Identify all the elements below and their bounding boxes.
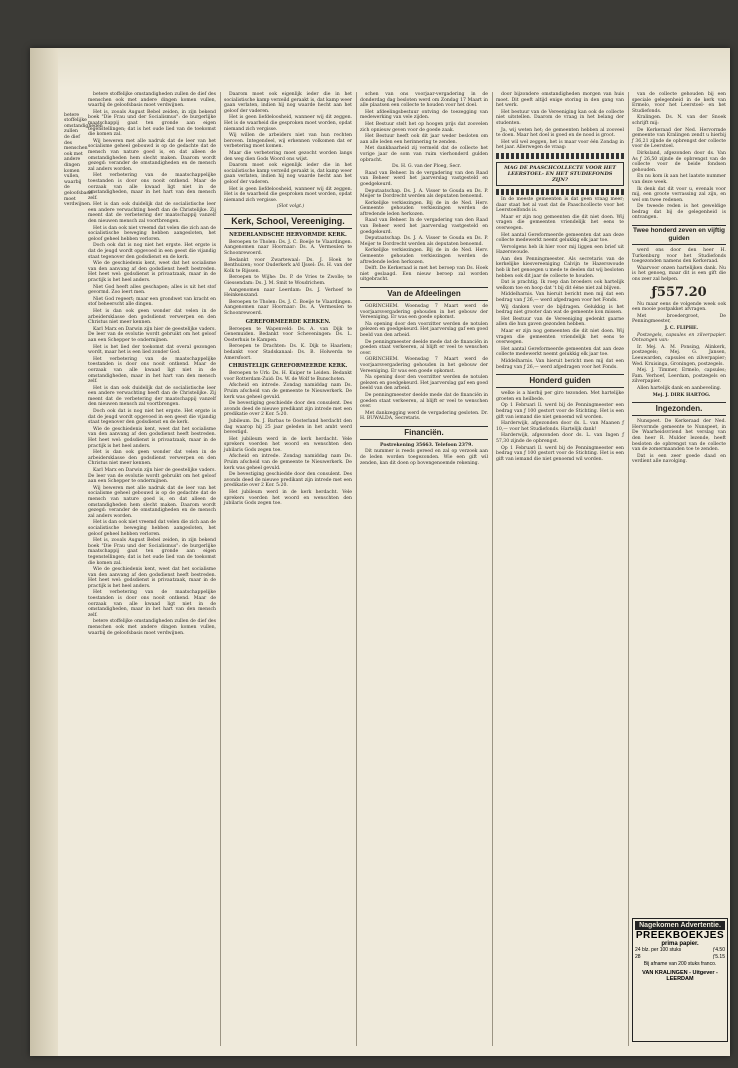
paragraph: Het wil wel zeggen, het is maar voor één Zondag in het jaar. Allerwegen de vraag: — [496, 139, 624, 151]
paragraph: Op 1 Februari ll. werd bij de Penningmeester een bedrag van ƒ 100 gestort voor de Stichting. Het is een gift van iemand die niet genoemd wil worden. — [496, 445, 624, 462]
paragraph: Maar er zijn nog gemeenten die dit niet doen. Wij vragen die gemeenten vriendelijk het eens te overwegen. — [496, 329, 624, 346]
paragraph: van de collecte gehouden bij een speciale gelegenheid in de kerk van Ermelo, voor het Leerstoel- en het Studiefonds. — [632, 92, 726, 114]
paragraph: schen van ons voorjaar-vergadering in de donderdag dag besloten werd om Zondag 17 Maart in alle plaatsen een collecte te houden voor het doel. — [360, 92, 488, 109]
ad-price-value: ƒ5.15 — [712, 954, 725, 960]
paragraph: Beroepen te Drachten: Ds. K. Dijk te Haarlem; bedankt voor Stadskanaal: Ds. B. Holwerda te Amersfoort. — [224, 344, 352, 361]
paragraph: GORINCHEM. Woensdag 7 Maart werd de voorjaarsvergadering gehouden in het gebouw der Vereeniging. Er was een goede opkomst. — [360, 304, 488, 321]
paragraph: Het verbetering van de maatschappelijke toestanden is door ons nooit ontkend. Maar de oorzaak van alle kwaad ligt niet in de omstandigheden, maar in het hart van den mensch zelf. — [88, 590, 216, 618]
column-rule — [356, 92, 357, 1046]
paragraph: Jubileum. Ds. J. Barbas te Oosterland herdacht den dag waarop hij 25 jaar geleden in het ambt werd bevestigd. — [224, 418, 352, 436]
paragraph: Het jubileum werd in de kerk herdacht. Vele sprekers voerden het woord en wenschten den jubilaris Gods zegen toe. — [224, 436, 352, 453]
paragraph: Het jubileum werd in de kerk herdacht. Vele sprekers voerden het woord en wenschten den jubilaris Gods zegen toe. — [224, 490, 352, 507]
paragraph: Het is dan ook niet vreemd dat velen die zich aan de socialistische beweging hebben aangesloten, het geloof geheel hebben verloren. — [88, 225, 216, 242]
newspaper-page — [30, 48, 730, 1056]
paragraph: betere stoffelijke omstandigheden zullen de dief des menschen ook met andere dingen komen vullen, waarbij de geloofsbasis moet verdwijnen. — [88, 619, 216, 636]
paragraph: Karl Marx en Darwin zijn hier de geestelijke vaders. De leer van de evolutie wordt gebruikt om het geloof aan een Schepper te ondermijnen. — [88, 326, 216, 343]
section-heading-honderd: Honderd guiden — [496, 374, 624, 388]
paragraph: Ir. Mej. A. M. Ponsing, Alinkerk, postzegels; Mej. G. Jansen, Leeuwarden, capsules en zilverpapier; Wed. Kruisinga, Groningen, postzegels. — [632, 344, 726, 367]
paragraph: Het afdeelingsbestuur ontving de toezegging van medewerking van vele zijden. — [360, 109, 488, 121]
paragraph: De bevestiging geschiedde door den consulent. Des avonds deed de nieuwe predikant zijn intrede met een predikatie over 2 Kor. 5:20. — [224, 401, 352, 418]
subheading-nh: NEDERLANDSCHE HERVORMDE KERK. — [229, 231, 347, 238]
paragraph: werd ons door den heer H. Turkenburg voor het Studiefonds toegezonden namens den Kerkeraad. — [632, 248, 726, 265]
subheading-cgk: CHRISTELIJK GEREFORMEERDE KERK. — [228, 363, 348, 370]
signature: Ds. H. G. van der Ploeg, Secr. — [392, 164, 461, 170]
paragraph: Het is, zooals August Bebel zeiden, in zijn bekend boek "Die Frau und der Socialismus": de burgerlijke maatschappij gaat ten gronde aan eigen tegenstellingen; dat is het oude lied van de toekomst die komen zal. — [88, 109, 216, 138]
paragraph: betere stoffelijke omstandigheden zullen de dief des menschen ook met andere dingen komen vullen, waarbij de geloofsbasis moet verdwijnen. — [88, 92, 216, 109]
section-heading-kerk: Kerk, School, Vereeniging. — [224, 214, 352, 229]
paragraph: Deputaatschap. Ds. J. A. Visser te Gouda en Ds. P. Meijer te Dordrecht werden als deputaten benoemd. — [360, 236, 488, 247]
paragraph: Het bestuur van de Vereeniging kan ook de collecte niet uitstellen. Daarom de vraag in het belang der studenten. — [496, 109, 624, 126]
paragraph: Afscheid en intrede. Zondag namiddag nam Ds. Pruim afscheid van de gemeente te Nieuwerkerk. De kerk was geheel gevuld. — [224, 383, 352, 400]
paragraph: De penningmeester deelde mede dat de financiën in goeden staat verkeeren, al blijft er veel te wenschen over. — [360, 392, 488, 410]
ad-subtitle: prima papier. — [661, 941, 699, 947]
paragraph: Beroepen te Wapenveld: Ds. A. van Dijk te Genemuiden. Bedankt voor Scheveningen: Ds. L. Oosterhuis te Kampen. — [224, 326, 352, 343]
paragraph: Het is dan ook duidelijk dat de socialistische leer een andere verwachting heeft dan de Christelijke. Zij meent dat de verbetering der maatschappij vanzelf den nieuwen mensch zal voortbrengen. — [88, 385, 216, 408]
paragraph: Met broedergroet, De Penningmeester, — [632, 313, 726, 325]
paragraph: Het is dan ook niet vreemd dat velen die zich aan de socialistische beweging hebben aangesloten, het geloof geheel hebben verloren. — [88, 520, 216, 537]
section-heading-afdeelingen: Van de Afdeelingen — [360, 287, 488, 301]
paragraph: Daarom moet ook eigenlijk ieder die in het socialistische kamp verzeild geraakt is, dat kamp weer gaan verlaten, indien hij nog waarde hecht aan het geloof der vaderen. — [224, 92, 352, 114]
paragraph: Na opening door den voorzitter werden de notulen gelezen en goedgekeurd. Het jaarverslag gaf een goed beeld van den arbeid. — [360, 321, 488, 338]
paragraph: Het is geen liefdeloosheid, wanneer wij dit zeggen. Het is de waarheid die gesproken moet worden, opdat niemand zich vergisse. — [224, 115, 352, 132]
paragraph: Allen hartelijk dank en aanbeveling. — [637, 385, 722, 391]
ad-price-row — [635, 954, 725, 961]
paragraph: Het is dan ook duidelijk dat de socialistische leer een andere verwachting heeft dan de Christelijke. Zij meent dat de verbetering der maatschappij vanzelf den nieuwen mensch zal voortbrengen. — [88, 202, 216, 225]
paragraph: Het is dan ook geen wonder dat velen in de arbeidersklasse den godsdienst verwerpen en den Christus niet meer kennen. — [88, 450, 216, 467]
paragraph: Harderwijk, afgezonden door ds. L. van Maanen ƒ 10,— voor het Studiefonds. Hartelijk dank! — [496, 421, 624, 432]
paragraph: Op 1 Februari ll. werd bij de Penningmeester een bedrag van ƒ 100 gestort voor de Stichting. Het is een gift van iemand die niet genoemd wil worden. — [496, 403, 624, 420]
paragraph: Delft. De Kerkeraad is met het beroep van Ds. Hoek niet geslaagd. Een nieuw beroep zal worden uitgebracht. — [360, 266, 488, 283]
postrekening: Postrekening 35663. Telefoon 2379. — [380, 442, 473, 448]
paragraph: Niet God heeft alles geschapen; alles is uit het stof gevormd. Zoo leert men. — [88, 284, 216, 296]
paragraph: Raad van Beheer. In de vergadering van den Raad van Beheer werd het jaarverslag vastgesteld en goedgekeurd. — [360, 170, 488, 187]
paragraph: Daarom moet ook eigenlijk ieder die in het socialistische kamp verzeild geraakt is, dat kamp weer gaan verlaten, indien hij nog waarde hecht aan het geloof der vaderen. — [224, 163, 352, 185]
paragraph: In de meeste gemeenten is dat geen vraag meer; daar staat het al vast dat de Paaschcollecte voor het Leerstoelfonds is. — [496, 196, 624, 214]
paragraph: Het Bestuur stelt het op hoogen prijs dat zoovelen zich opnieuw geven voor de goede zaak. — [360, 121, 488, 133]
paragraph: Nu maar eens de volgende week ook een mooie postpakket afvragen. — [632, 301, 726, 313]
paragraph: door bijzondere omstandigheden morgen van huis moet. Dit geeft altijd enige storing in den gang van het werk. — [496, 92, 624, 109]
ad-price-item: 28 — [635, 954, 641, 960]
paragraph: Met dankbaarheid zij vermeld dat de collecte het vorige jaar de som van ruim vierhonderd gulden opbracht. — [360, 146, 488, 163]
paragraph: Beroepen te Wijhe: Ds. P. de Vries te Zwolle; te Giessendam: Ds. J. M. Smit te Woudrichem. — [224, 275, 352, 287]
paragraph: Dit nummer is reeds gereed en zal op verzoek aan de leden worden toegezonden. Wie een gift wil zenden, kan dit doen op bovengenoemde rekening. — [360, 449, 488, 466]
paragraph: Maar die verbetering moet gezocht worden langs den weg dien Gods Woord ons wijst. — [224, 150, 352, 162]
paragraph: welke is a hierbij per giro tezonden. Met hartelijke groeten en heilbede. — [496, 391, 624, 402]
previous-page-edge-text — [64, 108, 103, 212]
paragraph: Middelharnis. Van hieruit bericht men mij dat een bedrag van ƒ 26,— werd afgedragen voor het Fonds. — [496, 358, 624, 370]
paragraph: Ik denk dat dit voor u, evenals voor mij, een groote verrassing zal zijn, en wel om twee redenen. — [632, 186, 726, 203]
paragraph: De bevestiging geschiedde door den consulent. Des avonds deed de nieuwe predikant zijn intrede met een predikatie over 2 Kor. 5:20. — [224, 472, 352, 489]
paragraph: Dat is prachtig. Ik roep dan broeders ook hartelijk welkom toe en hoop dat 't bij dit ééne niet zal blijven. — [496, 280, 624, 291]
paragraph: Het Bestuur heeft ook dit jaar weder besloten om aan alle leden een herinnering te zenden. — [360, 134, 488, 145]
paragraph: Het verbetering van de maatschappelijke toestanden is door ons nooit ontkend. Maar de oorzaak van alle kwaad ligt niet in de omstandigheden, maar in het hart van den mensch zelf. — [88, 173, 216, 201]
subheading-gk: GEREFORMEERDE KERKEN. — [245, 318, 331, 325]
paragraph: Het aantal Gereformeerde gemeenten dat aan deze collecte medewerkt neemt gelukkig elk jaar toe. — [496, 346, 624, 358]
paragraph: Beroepen te Urk: Ds. H. Kuiper te Leiden. Bedankt voor Rotterdam-Zuid: Ds. W. de Wolf te Bunschoten. — [224, 371, 352, 382]
ad-note-text: Bij afname van 200 stuks franco. — [643, 961, 717, 967]
amount-total: ƒ557.20 — [651, 284, 707, 300]
paragraph: Wie de geschiedenis kent, weet dat het socialisme van den aanvang af den godsdienst heeft bestreden. Het heet wel: godsdienst is privaatzaak, maar in de practijk is het heel anders. — [88, 261, 216, 283]
paragraph: Beroepen te Tholen: Ds. J. C. Boeije te Vlaardingen. Aangenomen naar Hoornaar: Ds. A. Vermeulen te Schoonrewoerd. — [224, 299, 352, 316]
paragraph: Doch ook dat is nog niet het ergste. Het ergste is dat de jeugd wordt opgevoed in een geest die vijandig staat tegenover den godsdienst en de kerk. — [88, 409, 216, 426]
paragraph: Het verbetering van de maatschappelijke toestanden is door ons nooit ontkend. Maar de oorzaak van alle kwaad ligt niet in de omstandigheden, maar in het hart van den mensch zelf. — [88, 356, 216, 385]
paragraph: GORINCHEM. Woensdag 7 Maart werd de voorjaarsvergadering gehouden in het gebouw der Vereeniging. Er was een goede opkomst. — [360, 357, 488, 374]
paragraph: Het Bestuur van de Vereeniging gedenkt gaarne allen die hun gaven gezonden hebben. — [496, 316, 624, 328]
paragraph: Deputaatschap. Ds. J. A. Visser te Gouda en Ds. P. Meijer te Dordrecht werden als deputaten benoemd. — [360, 188, 488, 200]
boxed-question: MAG DE PAASCHCOLLECTE VOOR HET LEERSTOEL- EN HET STUDIEFONDS ZIJN? — [496, 162, 624, 186]
edge-paragraph: betere stoffelijke omstandigheden zullen de dief des menschen ook met andere dingen komen vullen, waarbij de geloofsbasis moet verdwijnen. — [64, 112, 103, 208]
paragraph: Nunspeet. De Kerkeraad der Ned. Hervormde gemeente te Nunspeet, in De Waarheidsvriend het verslag van den heer R. Mulder lezende, heeft besloten de opbrengst van de collecte van de zomermaanden toe te zenden. — [632, 419, 726, 453]
paragraph: Kerkelijke verkiezingen. Bij de in de Ned. Herv. Gemeente gehouden verkiezingen werden de aftredende leden herkozen. — [360, 248, 488, 265]
paragraph: Doch ook dat is nog niet het ergste. Het ergste is dat de jeugd wordt opgevoed in een geest die vijandig staat tegenover den godsdienst en de kerk. — [88, 243, 216, 260]
paragraph: De penningmeester deelde mede dat de financiën in goeden staat verkeeren, al blijft er veel te wenschen over. — [360, 339, 488, 356]
paragraph: Het aantal Gereformeerde gemeenten dat aan deze collecte medewerkt neemt gelukkig elk jaar toe. — [496, 232, 624, 244]
paragraph: Kralingen. Ds. N. van der Snoek schrijft mij: — [632, 115, 726, 126]
paragraph: Het is geen liefdeloosheid, wanneer wij dit zeggen. Het is de waarheid die gesproken moet worden, opdat niemand zich vergisse. — [224, 186, 352, 203]
page-binding — [30, 48, 58, 1056]
ad-note — [635, 961, 725, 968]
column-2 — [224, 92, 352, 1046]
paragraph: Het is dan ook geen wonder dat velen in de arbeidersklasse den godsdienst verwerpen en den Christus niet meer kennen. — [88, 308, 216, 326]
paragraph: Waarvoor onzen hartelijken dank. Nu is het genoeg, maar dit is een gift die ons zeer zal helpen. — [632, 265, 726, 283]
paragraph: Maar er zijn nog gemeenten die dit niet doen. Wij vragen die gemeenten vriendelijk het eens te overwegen. — [496, 214, 624, 231]
paragraph: Mej. J. Timmer, Ermelo, capsules; Fam. Verhoef, Leerdam, postzegels en zilverpapier. — [632, 368, 726, 385]
paragraph: Na opening door den voorzitter werden de notulen gelezen en goedgekeurd. Het jaarverslag gaf een goed beeld van den arbeid. — [360, 375, 488, 392]
paragraph: Wie de geschiedenis kent, weet dat het socialisme van den aanvang af den godsdienst heeft bestreden. Het heet wel: godsdienst is privaatzaak, maar in de practijk is het heel anders. — [88, 426, 216, 449]
column-5 — [632, 92, 726, 906]
ad-heading: Nagekomen Advertentie. — [635, 921, 725, 930]
paragraph: Wij danken voor de bijdragen. Gelukkig is het bedrag niet grooter dan wat de gemeente kon missen. — [496, 304, 624, 316]
paragraph: Het is het lied der toekomst dat overal gezongen wordt, maar het is een lied zonder God. — [88, 344, 216, 356]
paragraph: De Kerkeraad der Ned. Hervormde gemeente van Kralingen zendt u hierbij ƒ 36,21 zijnde de opbrengst der collecte voor de Leerstoel. — [632, 127, 726, 150]
ad-price-item: 24 blz. per 100 stuks — [635, 947, 682, 953]
paragraph: Dirksland, afgezonden door ds. Van As ƒ 26,50 zijnde de opbrengst van de collecte voor de beide fondsen gehouden. — [632, 150, 726, 173]
paragraph: Afscheid en intrede. Zondag namiddag nam Ds. Pruim afscheid van de gemeente te Nieuwerkerk. De kerk was geheel gevuld. — [224, 454, 352, 471]
paragraph: Karl Marx en Darwin zijn hier de geestelijke vaders. De leer van de evolutie wordt gebruikt om het geloof aan een Schepper te ondermijnen. — [88, 468, 216, 485]
paragraph: Wij beweren met alle nadruk dat de leer van het socialisme geheel gebouwd is op de gedachte dat de mensch van nature goed is, en dat alleen de omstandigheden hem slecht maken. Daarom wordt gezegd: verander de omstandigheden en de mensch zal anders worden. — [88, 138, 216, 172]
paragraph: Aan den Penningmeester. Als secretaris van de kerkelijke kiesvereeniging Calvijn te Hazerswoude heb ik het genoegen u mede te deelen dat wij besloten hebben ook dit jaar de collecte te houden. — [496, 256, 624, 279]
paragraph: Met dankzegging werd de vergadering gesloten. Dr. H. BUWALDA, Secretaris. — [360, 410, 488, 422]
paragraph: Aangenomen naar Leerdam: Ds. J. Verhoef te Heinkenszand. — [224, 287, 352, 299]
paragraph: Ja, wij weten het; de gemeenten hebben al zooveel te doen. Maar het doel is goed en de nood is groot. — [496, 127, 624, 139]
decorative-border — [496, 189, 624, 195]
paragraph: Het is, zooals August Bebel zeiden, in zijn bekend boek "Die Frau und der Socialismus": de burgerlijke maatschappij gaat ten gronde aan eigen tegenstellingen; dat is het oude lied van de toekomst die komen zal. — [88, 538, 216, 566]
paragraph: En nu kom ik aan het laatste nummer van deze week. — [632, 174, 726, 185]
paragraph: Raad van Beheer. In de vergadering van den Raad van Beheer werd het jaarverslag vastgesteld en goedgekeurd. — [360, 218, 488, 235]
paragraph: Beroepen te Tholen: Ds. J. C. Boeije te Vlaardingen. Aangenomen naar Hoornaar: Ds. A. Vermeulen te Schoonrewoerd. — [224, 239, 352, 257]
paragraph: Bedankt voor Zwartewaal: Ds. J. Hoek te Benthuizen; voor Ouderkerk a/d IJssel: Ds. H. van der Kolk te Rijssen. — [224, 257, 352, 274]
page-top-margin — [58, 48, 730, 88]
signature-fliphe: J. C. FLIPHE. — [664, 326, 699, 331]
decorative-border — [496, 153, 624, 159]
column-4 — [496, 92, 624, 1046]
paragraph: Postzegels, capsules en zilverpapier. Ontvangen van: — [632, 332, 726, 344]
paragraph: Vervolgens heb ik hier voor mij liggen een brief uit Hazerswoude. — [496, 244, 624, 256]
ad-price-value: ƒ4.50 — [712, 947, 725, 953]
section-heading-financien: Financiën. — [360, 426, 488, 440]
paragraph: De tweede reden is het geweldige bedrag dat bij de gelegenheid is ontvangen. — [632, 204, 726, 221]
paragraph: Wij willen de arbeiders niet van hun rechten beroven. Integendeel, wij erkennen volkomen dat er verbetering moet komen. — [224, 133, 352, 150]
paragraph: Niet God regeert; maar een grondwet van kracht en stof beheerscht alle dingen. — [88, 296, 216, 308]
paragraph: Wie de geschiedenis kent, weet dat het socialisme van den aanvang af den godsdienst heeft bestreden. Het heet wel: godsdienst is privaatzaak, maar in de practijk is het heel anders. — [88, 567, 216, 589]
to-be-continued: (Slot volgt.) — [276, 204, 305, 210]
paragraph: Wij beweren met alle nadruk dat de leer van het socialisme geheel gebouwd is op de gedachte dat de mensch van nature goed is, en dat alleen de omstandigheden hem slecht maken. Daarom wordt gezegd: verander de omstandigheden en de mensch zal anders worden. — [88, 485, 216, 519]
paragraph: Kerkelijke verkiezingen. Bij de in de Ned. Herv. Gemeente gehouden verkiezingen werden de aftredende leden herkozen. — [360, 200, 488, 217]
section-heading-twee-honderd: Twee honderd zeven en vijftig guiden — [632, 225, 726, 245]
column-rule — [628, 92, 629, 1046]
column-1 — [88, 92, 216, 1046]
advertisement-box — [632, 918, 728, 1042]
column-rule — [492, 92, 493, 1046]
column-rule — [220, 92, 221, 1046]
ad-title: PREEKBOEKJES — [635, 930, 725, 941]
paragraph: Dat is een zeer goede daad en verdient alle navolging. — [632, 453, 726, 465]
paragraph: Harderwijk, afgezonden door ds. L. van Ingen ƒ 57,30 zijnde de opbrengst. — [496, 433, 624, 444]
signature-hartog: Mej. J. DIRK HARTOG. — [652, 392, 711, 398]
section-heading-ingezonden: Ingezonden. — [632, 402, 726, 416]
ad-publisher: VAN KRALINGEN - Uitgever - LEERDAM — [642, 970, 718, 982]
paragraph: Middelharnis. Van hieruit bericht men mij dat een bedrag van ƒ 26,— werd afgedragen voor het Fonds. — [496, 292, 624, 304]
ad-price-row — [635, 947, 725, 954]
column-3 — [360, 92, 488, 1046]
